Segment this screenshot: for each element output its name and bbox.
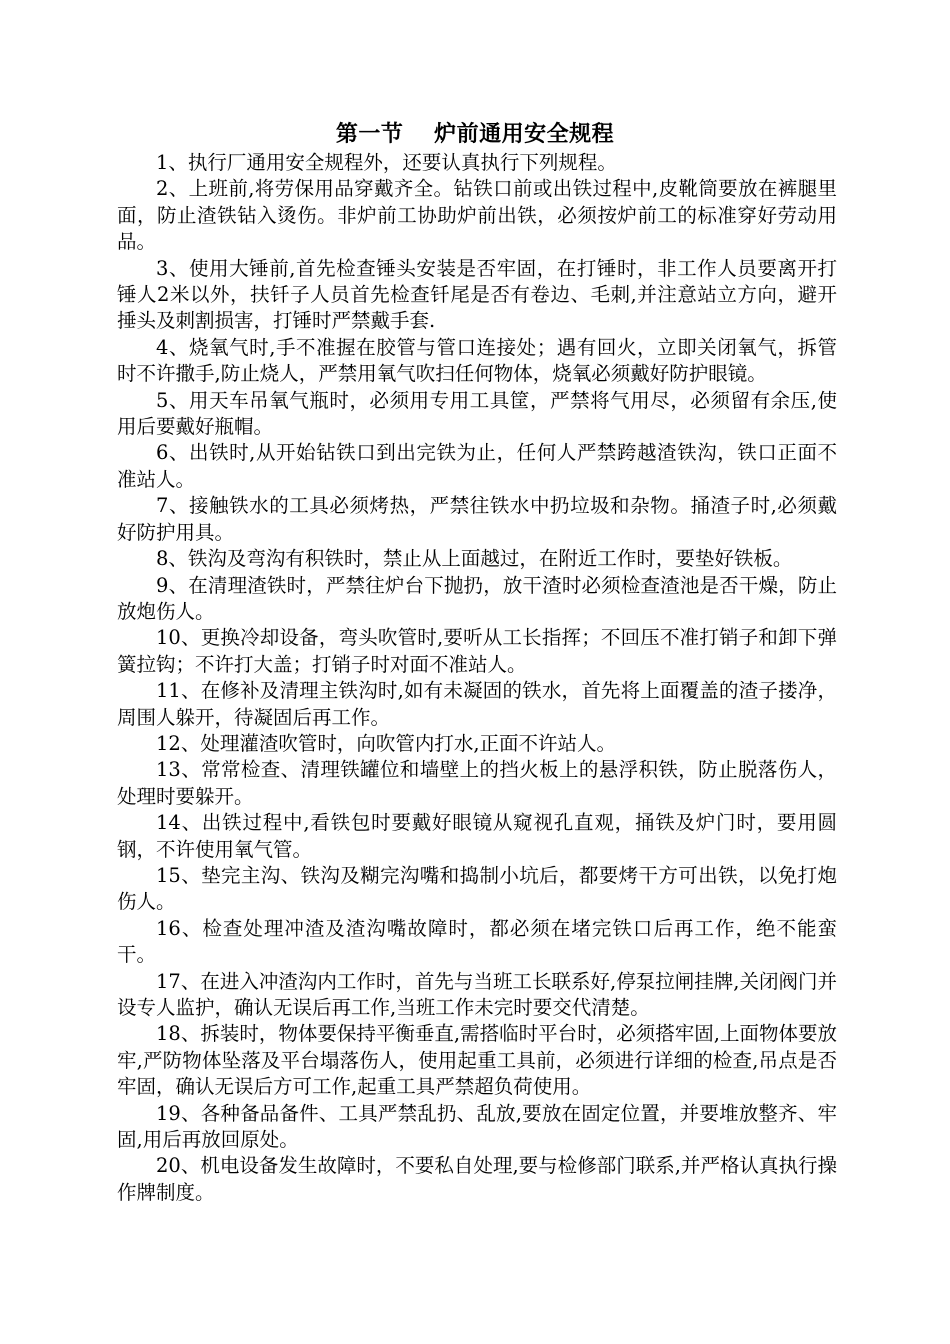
rules-body xyxy=(117,150,837,1206)
rule-paragraph-3: 3、使用大锤前,首先检查锤头安装是否牢固，在打锤时，非工作人员要离开打锤人2米以外，扶钎子人员首先检查钎尾是否有卷边、毛刺,并注意站立方向，避开捶头及刺割损害，打锤时严禁戴手套. xyxy=(117,256,837,333)
rule-paragraph-14: 14、出铁过程中,看铁包时要戴好眼镜从窥视孔直观，捅铁及炉门时，要用圆钢，不许使用氧气管。 xyxy=(117,811,837,861)
rule-paragraph-2: 2、上班前,将劳保用品穿戴齐全。钻铁口前或出铁过程中,皮靴筒要放在裤腿里面，防止渣铁钻入烫伤。非炉前工协助炉前出铁，必须按炉前工的标准穿好劳动用品。 xyxy=(117,177,837,254)
rule-paragraph-12: 12、处理灌渣吹管时，向吹管内打水,正面不许站人。 xyxy=(156,731,617,755)
rule-paragraph-10: 10、更换冷却设备，弯头吹管时,要听从工长指挥；不回压不准打销子和卸下弹簧拉钩；不许打大盖；打销子时对面不准站人。 xyxy=(117,626,837,676)
rule-paragraph-8: 8、铁沟及弯沟有积铁时，禁止从上面越过，在附近工作时，要垫好铁板。 xyxy=(156,547,793,571)
rule-paragraph-7: 7、接触铁水的工具必须烤热，严禁往铁水中扔垃圾和杂物。捅渣子时,必须戴好防护用具。 xyxy=(117,494,837,544)
rule-paragraph-15: 15、垫完主沟、铁沟及糊完沟嘴和捣制小坑后，都要烤干方可出铁，以免打炮伤人。 xyxy=(117,863,837,914)
page-title: 第一节 炉前通用安全规程 xyxy=(335,121,615,147)
rule-paragraph-13: 13、常常检查、清理铁罐位和墙壁上的挡火板上的悬浮积铁，防止脱落伤人，处理时要躲开。 xyxy=(117,758,837,808)
rule-paragraph-5: 5、用天车吊氧气瓶时，必须用专用工具筐，严禁将气用尽，必须留有余压,使用后要戴好瓶帽。 xyxy=(117,388,837,439)
rule-paragraph-16: 16、检查处理冲渣及渣沟嘴故障时，都必须在堵完铁口后再工作，绝不能蛮干。 xyxy=(117,916,837,967)
rule-paragraph-6: 6、出铁时,从开始钻铁口到出完铁为止，任何人严禁跨越渣铁沟，铁口正面不准站人。 xyxy=(117,441,837,491)
rule-paragraph-11: 11、在修补及清理主铁沟时,如有未凝固的铁水，首先将上面覆盖的渣子搂净，周围人躲开，待凝固后再工作。 xyxy=(117,679,837,729)
rule-paragraph-19: 19、各种备品备件、工具严禁乱扔、乱放,要放在固定位置，并要堆放整齐、牢固,用后再放回原处。 xyxy=(117,1101,837,1152)
rule-paragraph-4: 4、烧氧气时,手不准握在胶管与管口连接处；遇有回火，立即关闭氧气，拆管时不许撒手,防止烧人，严禁用氧气吹扫任何物体，烧氧必须戴好防护眼镜。 xyxy=(117,335,837,386)
rule-paragraph-20: 20、机电设备发生故障时，不要私自处理,要与检修部门联系,并严格认真执行操作牌制度。 xyxy=(117,1154,837,1204)
rule-paragraph-9: 9、在清理渣铁时，严禁往炉台下抛扔，放干渣时必须检查渣池是否干燥，防止放炮伤人。 xyxy=(117,573,837,623)
rule-paragraph-1: 1、执行厂通用安全规程外，还要认真执行下列规程。 xyxy=(156,151,617,174)
rule-paragraph-18: 18、拆装时，物体要保持平衡垂直,需搭临时平台时，必须搭牢固,上面物体要放牢,严防物体坠落及平台塌落伤人，使用起重工具前，必须进行详细的检查,吊点是否牢固，确认无误后方可工作,起重工具严禁超负荷使用。 xyxy=(117,1022,837,1099)
rule-paragraph-17: 17、在进入冲渣沟内工作时，首先与当班工长联系好,停泵拉闸挂牌,关闭阀门并设专人监护，确认无误后再工作,当班工作未完时要交代清楚。 xyxy=(117,969,837,1019)
